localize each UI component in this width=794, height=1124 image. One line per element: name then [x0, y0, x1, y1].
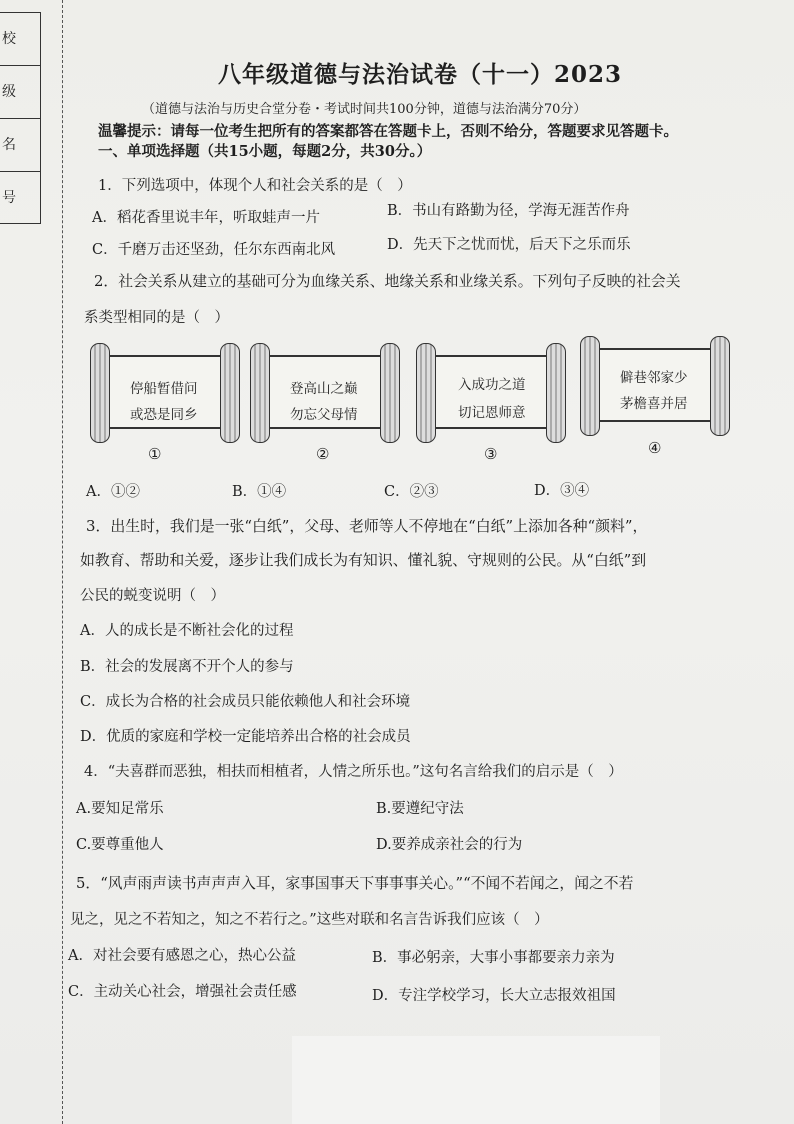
q1-stem: 1．下列选项中，体现个人和社会关系的是（ ）: [98, 178, 412, 194]
scroll-1-line2: 或恐是同乡: [130, 407, 198, 423]
scroll-3-line1: 入成功之道: [458, 377, 526, 393]
scroll-2: [250, 343, 400, 443]
exam-subtitle: （道德与法治与历史合堂分卷・考试时间共100分钟，道德与法治满分70分）: [142, 102, 587, 117]
q5-stem-line2: 见之，见之不若知之，知之不若行之。”这些对联和名言告诉我们应该（ ）: [70, 912, 549, 928]
binding-line: [62, 0, 63, 1124]
q5-option-a: A．对社会要有感恩之心，热心公益: [68, 948, 296, 964]
scroll-4: [580, 336, 730, 436]
q5-option-d: D．专注学校学习，长大立志报效祖国: [372, 988, 616, 1004]
scroll-1-line1: 停船暂借问: [130, 381, 198, 397]
blank-area: [292, 1036, 660, 1124]
q4-stem: 4．“夫喜群而恶独，相扶而相植者，人情之所乐也。”这句名言给我们的启示是（ ）: [84, 764, 623, 780]
q2-option-c: C．②③: [384, 484, 439, 500]
scroll-3: [416, 343, 566, 443]
q3-option-b: B．社会的发展离不开个人的参与: [80, 659, 294, 675]
q2-option-a: A．①②: [86, 484, 140, 500]
q4-option-c: C.要尊重他人: [76, 837, 164, 853]
q1-option-c: C．千磨万击还坚劲，任尔东西南北风: [92, 242, 336, 258]
q1-option-a: A．稻花香里说丰年，听取蛙声一片: [92, 210, 320, 226]
q5-option-c: C．主动关心社会，增强社会责任感: [68, 984, 297, 1000]
q5-option-b: B．事必躬亲，大事小事都要亲力亲为: [372, 950, 615, 966]
scroll-2-line2: 勿忘父母情: [290, 407, 358, 423]
class-label: 级: [0, 66, 40, 119]
q4-option-d: D.要养成亲社会的行为: [376, 837, 523, 853]
q4-option-a: A.要知足常乐: [76, 801, 164, 817]
q3-stem-line1: 3．出生时，我们是一张“白纸”，父母、老师等人不停地在“白纸”上添加各种“颜料”，: [86, 517, 648, 535]
scroll-4-line2: 茅檐喜并居: [620, 396, 688, 412]
q3-option-c: C．成长为合格的社会成员只能依赖他人和社会环境: [80, 694, 411, 710]
q1-option-d: D．先天下之忧而忧，后天下之乐而乐: [387, 237, 631, 253]
exam-title: 八年级道德与法治试卷（十一）2023: [218, 61, 623, 88]
q1-option-b: B．书山有路勤为径，学海无涯苦作舟: [387, 203, 630, 219]
scroll-3-number: ③: [484, 445, 498, 463]
scroll-1: [90, 343, 240, 443]
school-label: 校: [0, 13, 40, 66]
q5-stem-line1: 5．“风声雨声读书声声声入耳，家事国事天下事事事关心。”“不闻不若闻之，闻之不若: [76, 875, 634, 892]
scroll-2-number: ②: [316, 445, 330, 463]
q3-stem-line3: 公民的蜕变说明（ ）: [80, 588, 225, 604]
name-label: 名: [0, 119, 40, 172]
q2-stem-line2: 系类型相同的是（ ）: [84, 310, 229, 326]
q3-stem-line2: 如教育、帮助和关爱，逐步让我们成长为有知识、懂礼貌、守规则的公民。从“白纸”到: [80, 551, 647, 569]
q3-option-d: D．优质的家庭和学校一定能培养出合格的社会成员: [80, 729, 411, 745]
section-heading: 一、单项选择题（共15小题，每题2分，共30分。）: [98, 143, 432, 160]
scroll-4-line1: 僻巷邻家少: [620, 370, 688, 386]
scroll-4-number: ④: [648, 439, 662, 457]
number-label: 号: [2, 190, 16, 206]
q3-option-a: A．人的成长是不断社会化的过程: [80, 623, 294, 639]
student-info-box: [0, 12, 41, 224]
q2-option-b: B．①④: [232, 484, 287, 500]
scroll-3-line2: 切记恩师意: [458, 405, 526, 421]
q4-option-b: B.要遵纪守法: [376, 801, 464, 817]
q2-option-d: D．③④: [534, 483, 590, 499]
q2-stem-line1: 2．社会关系从建立的基础可分为血缘关系、地缘关系和业缘关系。下列句子反映的社会关: [94, 273, 681, 290]
scroll-1-number: ①: [148, 445, 162, 463]
warm-tip: 温馨提示：请每一位考生把所有的答案都答在答题卡上，否则不给分，答题要求见答题卡。: [98, 123, 678, 140]
scroll-2-line1: 登高山之巅: [290, 381, 358, 397]
